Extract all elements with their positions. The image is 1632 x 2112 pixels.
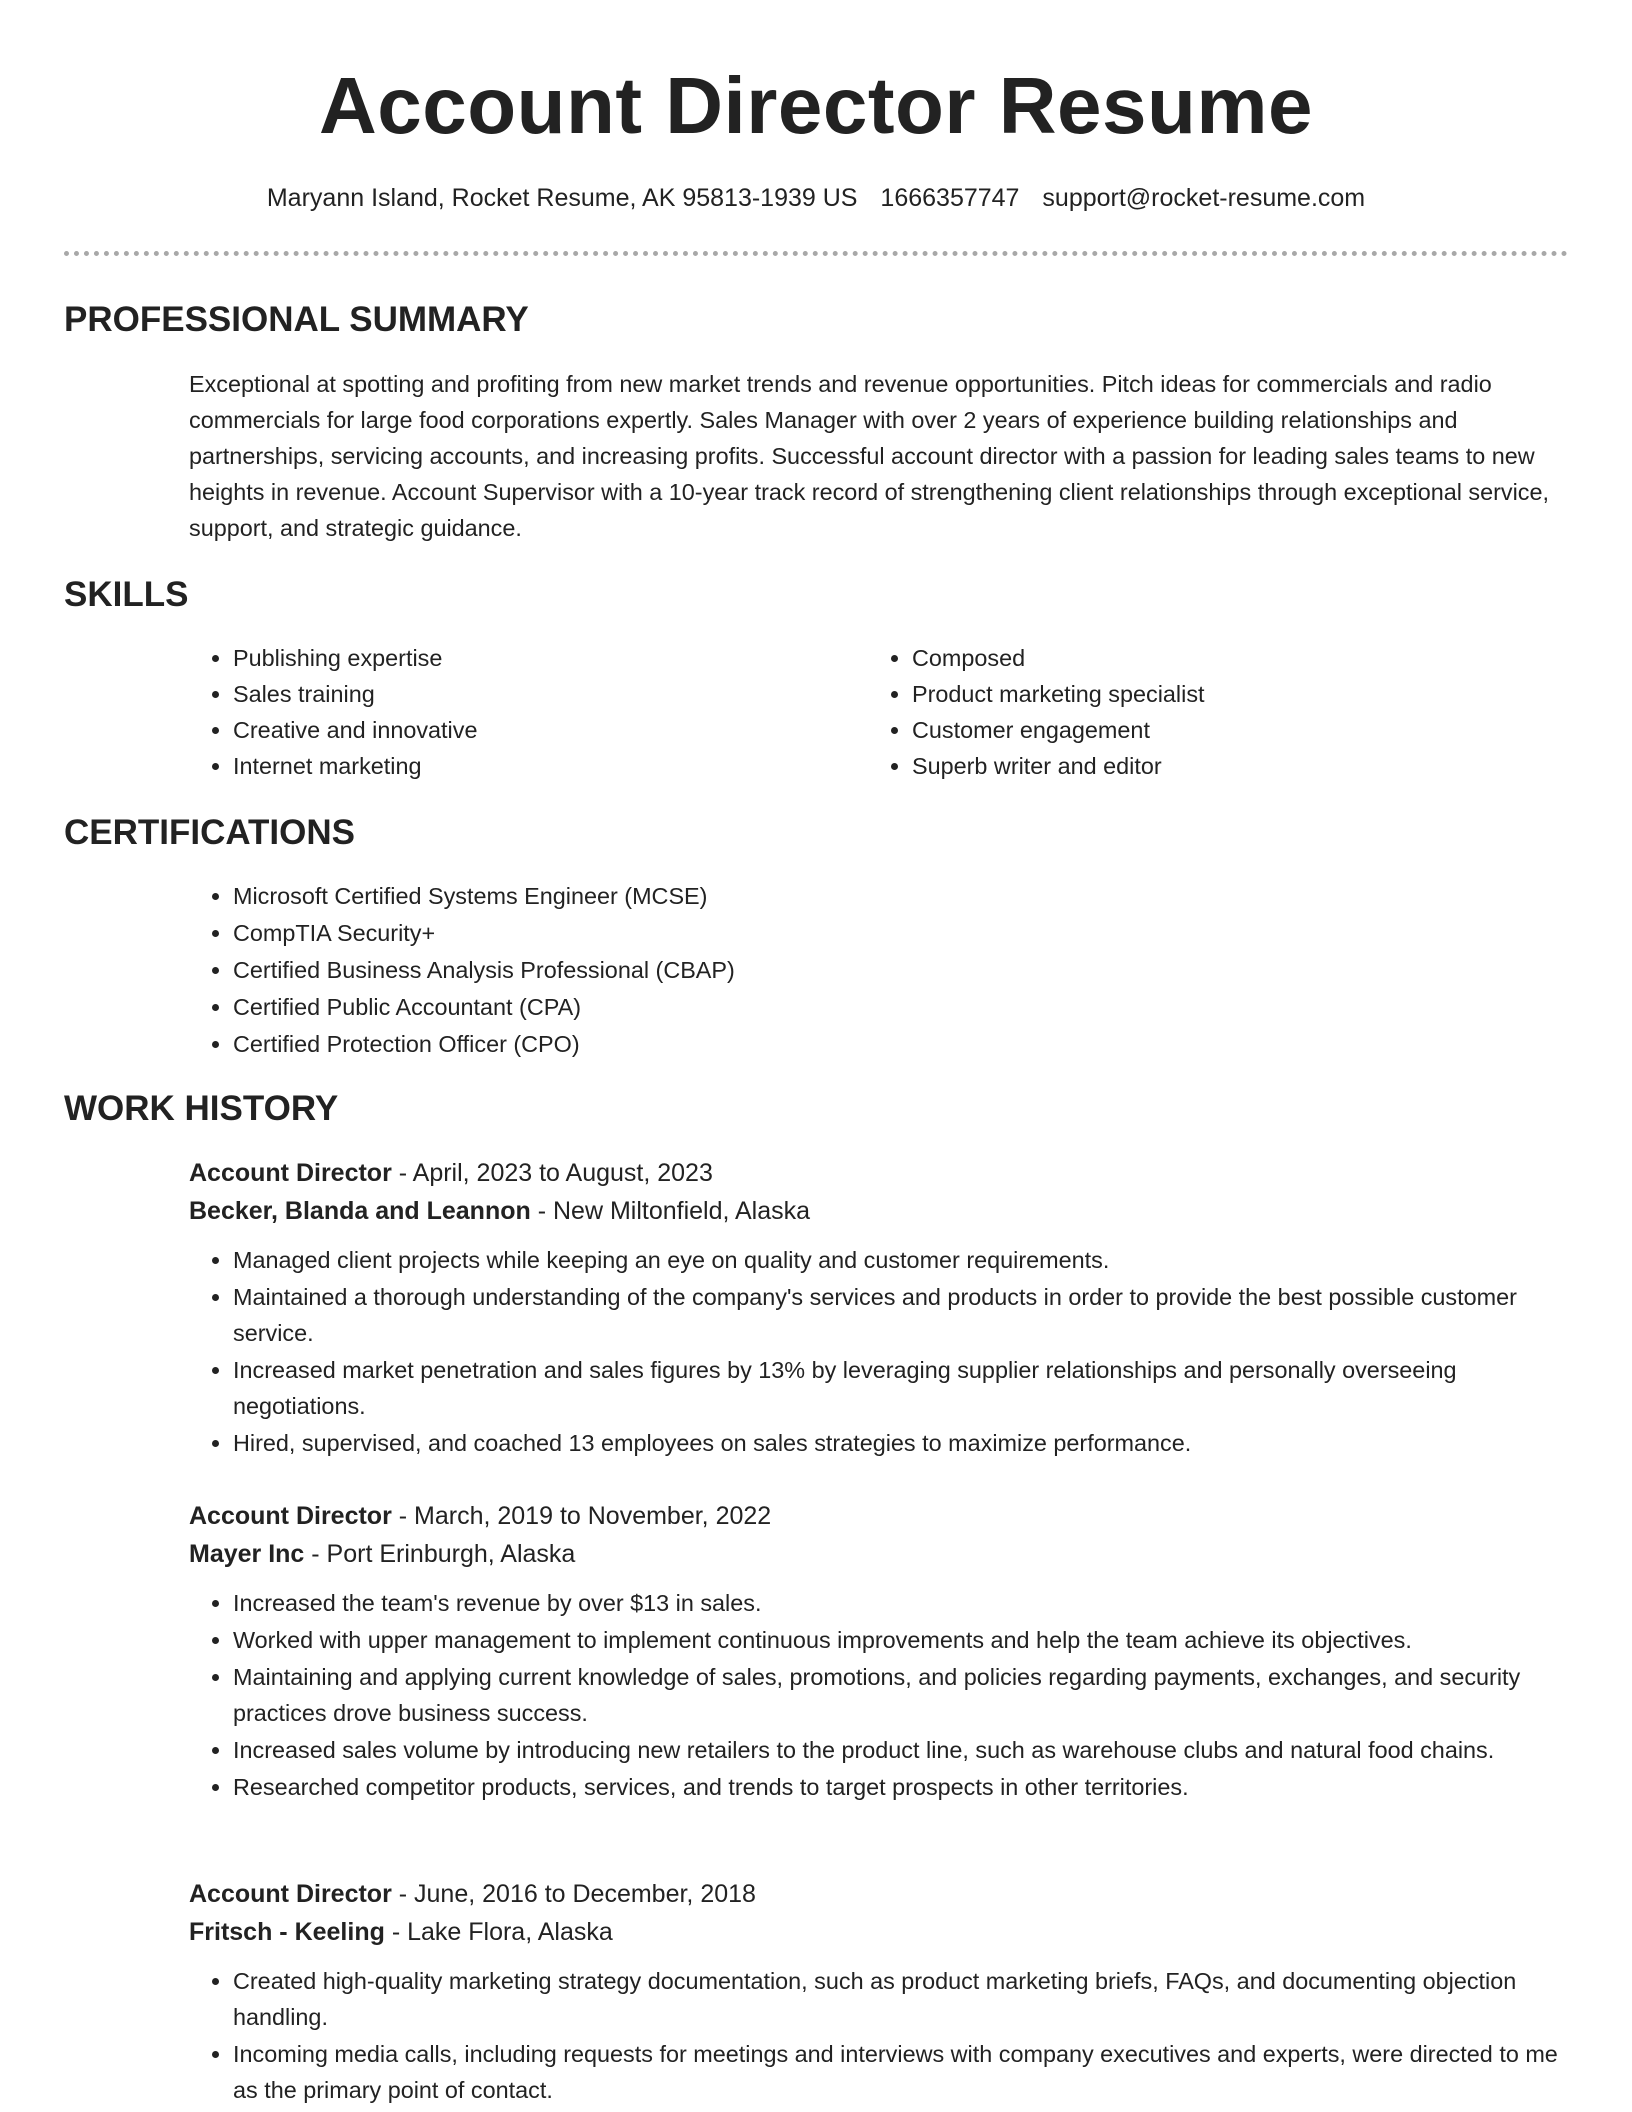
contact-address: Maryann Island, Rocket Resume, AK 95813-1939 US xyxy=(266,184,858,212)
certification-item: • Microsoft Certified Systems Engineer (MCSE) xyxy=(233,878,735,914)
job-bullet: • Increased sales volume by introducing new retailers to the product line, such as warehouse clubs and natural food chains. xyxy=(233,1732,1569,1768)
contact-phone: 1666357747 xyxy=(880,184,1020,212)
job-bullet: • Managed client projects while keeping an eye on quality and customer requirements. xyxy=(233,1242,1569,1278)
job-title-line xyxy=(189,1497,1569,1535)
resume-title: Account Director Resume xyxy=(319,61,1313,150)
job-dates: - March, 2019 to November, 2022 xyxy=(391,1502,772,1530)
job-role: Account Director xyxy=(189,1880,392,1908)
job-company-line xyxy=(189,1535,1569,1573)
certifications-heading: CERTIFICATIONS xyxy=(64,813,356,852)
summary-heading: PROFESSIONAL SUMMARY xyxy=(64,300,529,339)
job-dates: - April, 2023 to August, 2023 xyxy=(391,1159,713,1187)
job-bullet: • Researched competitor products, services, and trends to target prospects in other territories. xyxy=(233,1769,1569,1805)
job-role: Account Director xyxy=(189,1502,392,1530)
skill-item: • Superb writer and editor xyxy=(912,748,1205,784)
job-dates: - June, 2016 to December, 2018 xyxy=(391,1880,756,1908)
certifications-list xyxy=(189,878,735,1063)
job-location: - Port Erinburgh, Alaska xyxy=(304,1540,576,1568)
skill-item: • Composed xyxy=(912,640,1205,676)
job-company: Becker, Blanda and Leannon xyxy=(189,1197,531,1225)
job-entry xyxy=(189,1497,1569,1806)
job-company: Fritsch - Keeling xyxy=(189,1918,385,1946)
job-bullet: • Maintained a thorough understanding of the company's services and products in order to provide the best possible customer service. xyxy=(233,1279,1569,1351)
job-entry xyxy=(189,1154,1569,1462)
skill-item: • Customer engagement xyxy=(912,712,1205,748)
certification-item: • Certified Protection Officer (CPO) xyxy=(233,1026,735,1062)
work-history-heading: WORK HISTORY xyxy=(64,1089,339,1128)
job-bullet: • Worked with upper management to implement continuous improvements and help the team achieve its objectives. xyxy=(233,1622,1569,1658)
job-entry xyxy=(189,1875,1569,2109)
skills-heading: SKILLS xyxy=(64,575,189,614)
job-role: Account Director xyxy=(189,1159,392,1187)
certification-item: • Certified Public Accountant (CPA) xyxy=(233,989,735,1025)
job-company: Mayer Inc xyxy=(189,1540,305,1568)
summary-text: Exceptional at spotting and profiting from new market trends and revenue opportunities. Pitch ideas for commercials and radio commercials for large food corporations expertly. Sales Manager with over 2 years of experience building relationships and partnerships, servicing accounts, and increasing profits. Successful account director with a passion for leading sales teams to new heights in revenue. Account Supervisor with a 10-year track record of strengthening client relationships through exceptional service, support, and strategic guidance. xyxy=(189,371,1550,541)
certification-item: • CompTIA Security+ xyxy=(233,915,735,951)
skill-item: • Sales training xyxy=(233,676,477,712)
job-location: - New Miltonfield, Alaska xyxy=(530,1197,811,1225)
contact-email: support@rocket-resume.com xyxy=(1042,184,1366,212)
contact-line xyxy=(0,181,1632,215)
skill-item: • Product marketing specialist xyxy=(912,676,1205,712)
job-title-line xyxy=(189,1154,1569,1192)
job-bullet: • Increased market penetration and sales figures by 13% by leveraging supplier relationships and personally overseeing negotiations. xyxy=(233,1352,1569,1424)
job-bullet: • Created high-quality marketing strategy documentation, such as product marketing briefs, FAQs, and documenting objection handling. xyxy=(233,1963,1569,2035)
job-bullet: • Increased the team's revenue by over $13 in sales. xyxy=(233,1585,1569,1621)
certification-item: • Certified Business Analysis Professional (CBAP) xyxy=(233,952,735,988)
job-bullet: • Maintaining and applying current knowledge of sales, promotions, and policies regarding payments, exchanges, and security practices drove business success. xyxy=(233,1659,1569,1731)
job-title-line xyxy=(189,1875,1569,1913)
skills-column-right xyxy=(868,640,1205,784)
skill-item: • Creative and innovative xyxy=(233,712,477,748)
job-company-line xyxy=(189,1913,1569,1951)
job-company-line xyxy=(189,1192,1569,1230)
skills-column-left xyxy=(189,640,477,784)
job-location: - Lake Flora, Alaska xyxy=(384,1918,613,1946)
skill-item: • Publishing expertise xyxy=(233,640,477,676)
job-bullet: • Hired, supervised, and coached 13 employees on sales strategies to maximize performance. xyxy=(233,1425,1569,1461)
skill-item: • Internet marketing xyxy=(233,748,477,784)
header-divider xyxy=(64,251,1568,256)
job-bullet: • Incoming media calls, including requests for meetings and interviews with company executives and experts, were directed to me as the primary point of contact. xyxy=(233,2036,1569,2108)
